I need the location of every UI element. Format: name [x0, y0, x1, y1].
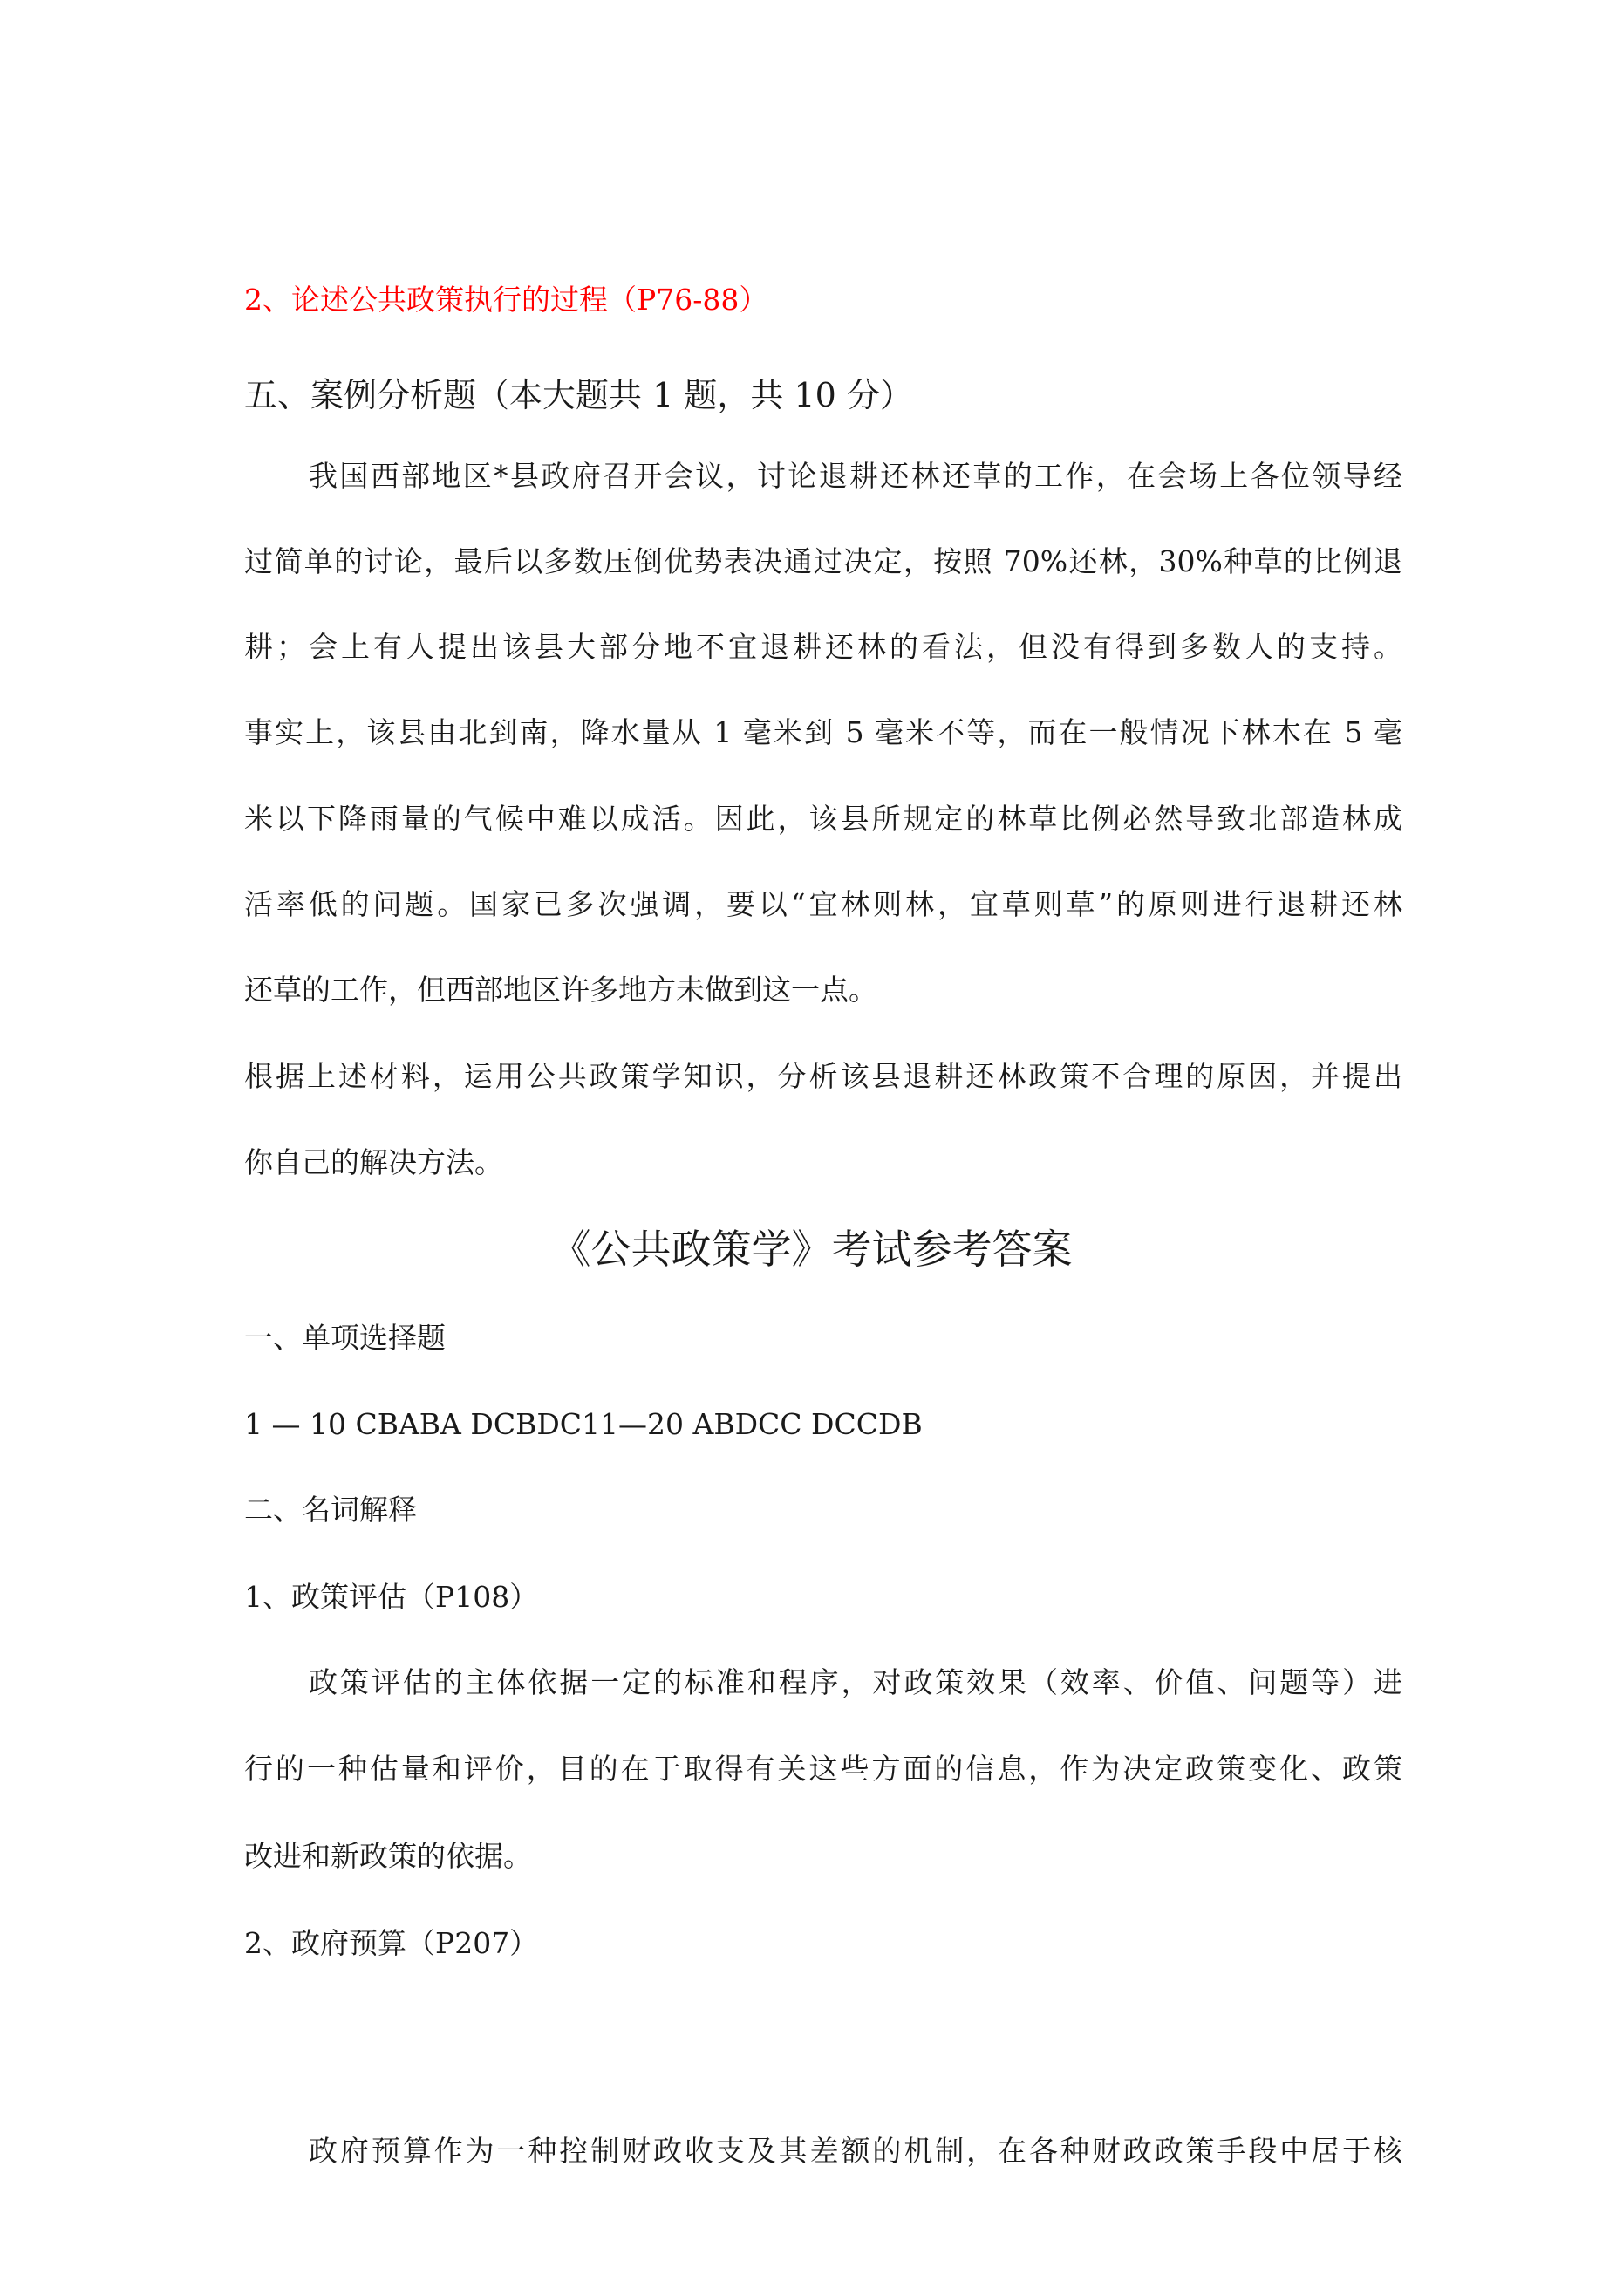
answer-title: 《公共政策学》考试参考答案 [550, 1226, 1073, 1273]
essay-question-2: 2、论述公共政策执行的过程（P76-88） [244, 283, 768, 317]
case-text-line: 耕；会上有人提出该县大部分地不宜退耕还林的看法，但没有得到多数人的支持。 [244, 630, 1402, 664]
section-heading-single-choice: 一、单项选择题 [244, 1321, 446, 1355]
term-1-text-line: 改进和新政策的依据。 [244, 1839, 532, 1873]
case-text-line: 根据上述材料，运用公共政策学知识，分析该县退耕还林政策不合理的原因，并提出 [244, 1059, 1402, 1093]
term-1-text-line: 行的一种估量和评价，目的在于取得有关这些方面的信息，作为决定政策变化、政策 [244, 1752, 1402, 1786]
case-text-line: 你自己的解决方法。 [244, 1145, 503, 1179]
term-1-title: 1、政策评估（P108） [244, 1580, 539, 1614]
case-text-line: 过简单的讨论，最后以多数压倒优势表决通过决定，按照 70%还林，30%种草的比例退 [244, 544, 1402, 578]
section-heading-terms: 二、名词解释 [244, 1493, 417, 1527]
case-text-line: 事实上，该县由北到南，降水量从 1 毫米到 5 毫米不等，而在一般情况下林木在 5 毫 [244, 715, 1402, 749]
term-2-title: 2、政府预算（P207） [244, 1926, 539, 1960]
case-text-line: 我国西部地区*县政府召开会议，讨论退耕还林还草的工作，在会场上各位领导经 [309, 459, 1402, 493]
term-1-text-line: 政策评估的主体依据一定的标准和程序，对政策效果（效率、价值、问题等）进 [309, 1665, 1402, 1699]
case-text-line: 米以下降雨量的气候中难以成活。因此，该县所规定的林草比例必然导致北部造林成 [244, 802, 1402, 836]
case-text-line: 活率低的问题。国家已多次强调，要以“宜林则林，宜草则草”的原则进行退耕还林 [244, 887, 1402, 921]
section-heading-case-analysis: 五、案例分析题（本大题共 1 题，共 10 分） [244, 376, 913, 414]
choice-answers: 1 — 10 CBABA DCBDC11—20 ABDCC DCCDB [244, 1407, 923, 1441]
term-2-text-line: 政府预算作为一种控制财政收支及其差额的机制，在各种财政政策手段中居于核 [309, 2134, 1402, 2168]
case-text-line: 还草的工作，但西部地区许多地方未做到这一点。 [244, 973, 877, 1007]
